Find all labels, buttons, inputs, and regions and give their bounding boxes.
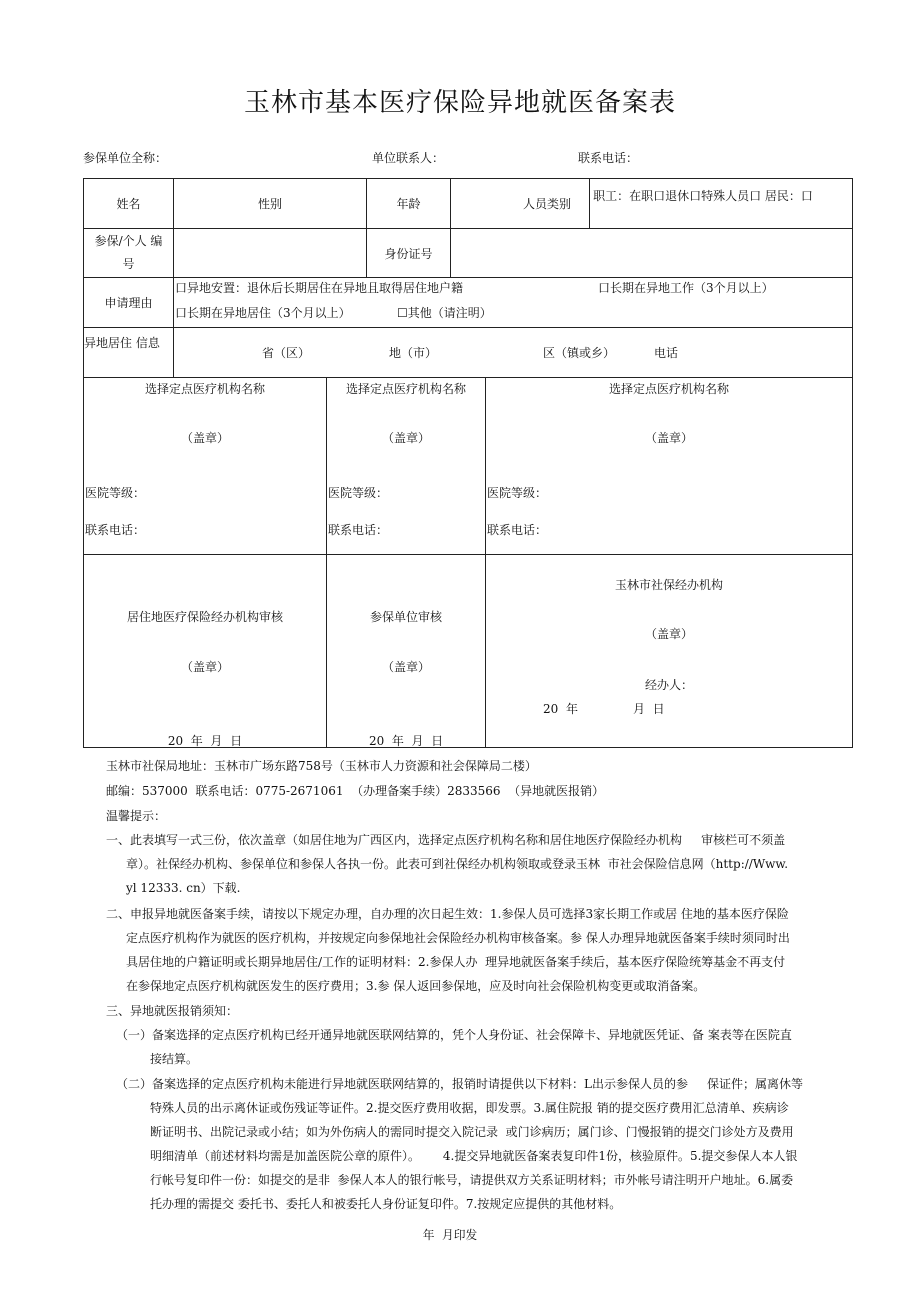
tip2-line: 具居住地的户籍证明或长期异地居住/工作的证明材料：2.参保人办 理异地就医备案手续后，基本医疗保险统筹基金不再支付 <box>126 955 786 969</box>
reason-label: 申请理由 <box>104 296 153 310</box>
residence-review-date: 20 年 月 日 <box>167 734 243 748</box>
tip2-line: 二、申报异地就医备案手续，请按以下规定办理，自办理的次日起生效：1.参保人员可选择3家长期工作或居 住地的基本医疗保险 <box>106 907 789 921</box>
id-number-input[interactable] <box>451 229 853 278</box>
hospital-phone-label: 联系电话： <box>328 523 389 537</box>
unit-review-seal: （盖章） <box>382 660 431 674</box>
gender-label: 性别 <box>258 197 283 211</box>
tip1-line: 一、此表填写一式三份，依次盖章（如居住地为广西区内，选择定点医疗机构名称和居住地医疗保险经办机构 审核栏可不须盖 <box>106 833 786 847</box>
residence-review-label: 居住地医疗保险经办机构审核 <box>126 610 283 624</box>
name-label-cell <box>84 179 174 229</box>
hospital-choice-2[interactable] <box>327 378 486 555</box>
tip2-line: 在参保地定点医疗机构就医发生的医疗费用；3.参 保人返回参保地，应及时向社会保险机构变更或取消备案。 <box>126 979 706 993</box>
tip3-title: 三、异地就医报销须知： <box>106 1004 239 1018</box>
tip3-2-line: 行帐号复印件一份：如提交的是非 参保人本人的银行帐号，请提供双方关系证明材料；市外帐号请注明开户地址。6.属委 <box>150 1173 794 1187</box>
print-date: 年 月印发 <box>422 1228 478 1242</box>
reason-options-cell[interactable] <box>174 278 853 328</box>
unit-contact-label: 单位联系人： <box>372 151 445 165</box>
tip1-line: 章）。社保经办机构、参保单位和参保人各执一份。此表可到社保经办机构领取或登录玉林 市社会保险信息网（http://Www. <box>126 857 789 871</box>
id-number-label-cell <box>367 229 451 278</box>
tip3-1-line: （一）备案选择的定点医疗机构已经开通异地就医联网结算的，凭个人身份证、社会保障卡、异地就医凭证、备 案表等在医院直 <box>116 1028 792 1042</box>
hospital-seal: （盖章） <box>180 431 229 445</box>
hospital-name-label: 选择定点医疗机构名称 <box>609 382 730 396</box>
tip3-2-line: 明细清单（前述材料均需是加盖医院公章的原件）。 4.提交异地就医备案表复印件1份，核验原件。5.提交参保人本人银 <box>150 1149 798 1163</box>
unit-review-label: 参保单位审核 <box>370 610 443 624</box>
residence-info-cell[interactable] <box>174 328 853 378</box>
yulin-review-date-md: 月 日 <box>633 702 665 716</box>
handler-label: 经办人： <box>645 678 694 692</box>
yulin-review-label: 玉林市社保经办机构 <box>615 578 724 592</box>
bureau-address: 玉林市社保局地址：玉林市广场东路758号（玉林市人力资源和社会保障局二楼） <box>106 759 537 773</box>
name-gender-cell[interactable] <box>174 179 367 229</box>
insured-number-label-cell <box>84 229 174 278</box>
tip3-2-line: 断证明书、出院记录或小结；如为外伤病人的需同时提交入院记录 或门诊病历；属门诊、门慢报销的提交门诊处方及费用 <box>150 1125 794 1139</box>
reason-option-work[interactable]: 口长期在异地工作（3个月以上） <box>598 281 774 295</box>
insured-number-label-a: 参保/个人 编 <box>94 234 163 248</box>
hospital-name-label: 选择定点医疗机构名称 <box>346 382 467 396</box>
hospital-level-label: 医院等级： <box>85 486 146 500</box>
residence-phone-label: 电话 <box>654 346 679 360</box>
age-category-cell[interactable] <box>451 179 590 229</box>
tip2-line: 定点医疗机构作为就医的医疗机构，并按规定向参保地社会保险经办机构审核备案。参 保人办理异地就医备案手续时须同时出 <box>126 931 790 945</box>
reason-option-other[interactable]: ☐其他（请注明） <box>397 306 492 320</box>
tip1-line: yl 12333. cn）下载. <box>126 881 241 895</box>
hospital-name-label: 选择定点医疗机构名称 <box>144 382 265 396</box>
hospital-phone-label: 联系电话： <box>85 523 146 537</box>
district-label: 区（镇或乡） <box>543 346 616 360</box>
tip3-1-line: 接结算。 <box>150 1052 199 1066</box>
filing-form-table <box>83 178 853 748</box>
reason-label-cell <box>84 278 174 328</box>
insured-number-input[interactable] <box>174 229 367 278</box>
hospital-seal: （盖章） <box>382 431 431 445</box>
reason-option-residence[interactable]: 口长期在异地居住（3个月以上） <box>175 306 351 320</box>
phone-label: 联系电话： <box>578 151 639 165</box>
yulin-review-date-year: 20 年 <box>543 702 578 716</box>
page-title: 玉林市基本医疗保险异地就医备案表 <box>243 88 676 118</box>
yulin-review-seal: （盖章） <box>645 627 694 641</box>
city-label: 地（市） <box>389 346 438 360</box>
hospital-choice-1[interactable] <box>84 378 327 555</box>
residence-review-cell[interactable] <box>84 555 327 748</box>
age-label: 年龄 <box>396 197 421 211</box>
gender-value-cell[interactable] <box>367 179 451 229</box>
residence-info-label-cell <box>84 328 174 378</box>
hospital-phone-label: 联系电话： <box>487 523 548 537</box>
category-label: 人员类别 <box>523 197 572 211</box>
category-options: 职工：在职口退休口特殊人员口 居民：口 <box>593 189 813 203</box>
province-label: 省（区） <box>262 346 311 360</box>
tip3-2-line: 特殊人员的出示离休证或伤残证等证件。2.提交医疗费用收据，即发票。3.属住院报 销的提交医疗费用汇总清单、疾病诊 <box>150 1101 789 1115</box>
reason-option-relocation[interactable]: 口异地安置：退休后长期居住在异地且取得居住地户籍 <box>175 281 464 295</box>
id-number-label: 身份证号 <box>384 246 433 261</box>
name-label: 姓名 <box>116 197 141 211</box>
residence-info-label: 异地居住 信息 <box>84 336 160 350</box>
unit-review-date: 20 年 月 日 <box>368 734 444 748</box>
category-options-cell[interactable] <box>590 179 853 229</box>
residence-review-seal: （盖章） <box>180 660 229 674</box>
hospital-level-label: 医院等级： <box>487 486 548 500</box>
unit-name-label: 参保单位全称： <box>83 151 168 165</box>
postal-contact: 邮编：537000 联系电话：0775-2671061 （办理备案手续）2833566 （异地就医报销） <box>106 784 605 798</box>
hospital-seal: （盖章） <box>645 431 694 445</box>
tip3-2-line: 托办理的需提交 委托书、委托人和被委托人身份证复印件。7.按规定应提供的其他材料。 <box>150 1197 622 1211</box>
tip3-2-line: （二）备案选择的定点医疗机构未能进行异地就医联网结算的，报销时请提供以下材料：L出示参保人员的参 保证件；属离休等 <box>116 1077 804 1091</box>
hospital-choice-3[interactable] <box>486 378 853 555</box>
tips-title: 温馨提示： <box>106 809 167 823</box>
insured-number-label-b: 号 <box>122 257 135 271</box>
unit-review-cell[interactable] <box>327 555 486 748</box>
hospital-level-label: 医院等级： <box>328 486 389 500</box>
yulin-review-cell[interactable] <box>486 555 853 748</box>
